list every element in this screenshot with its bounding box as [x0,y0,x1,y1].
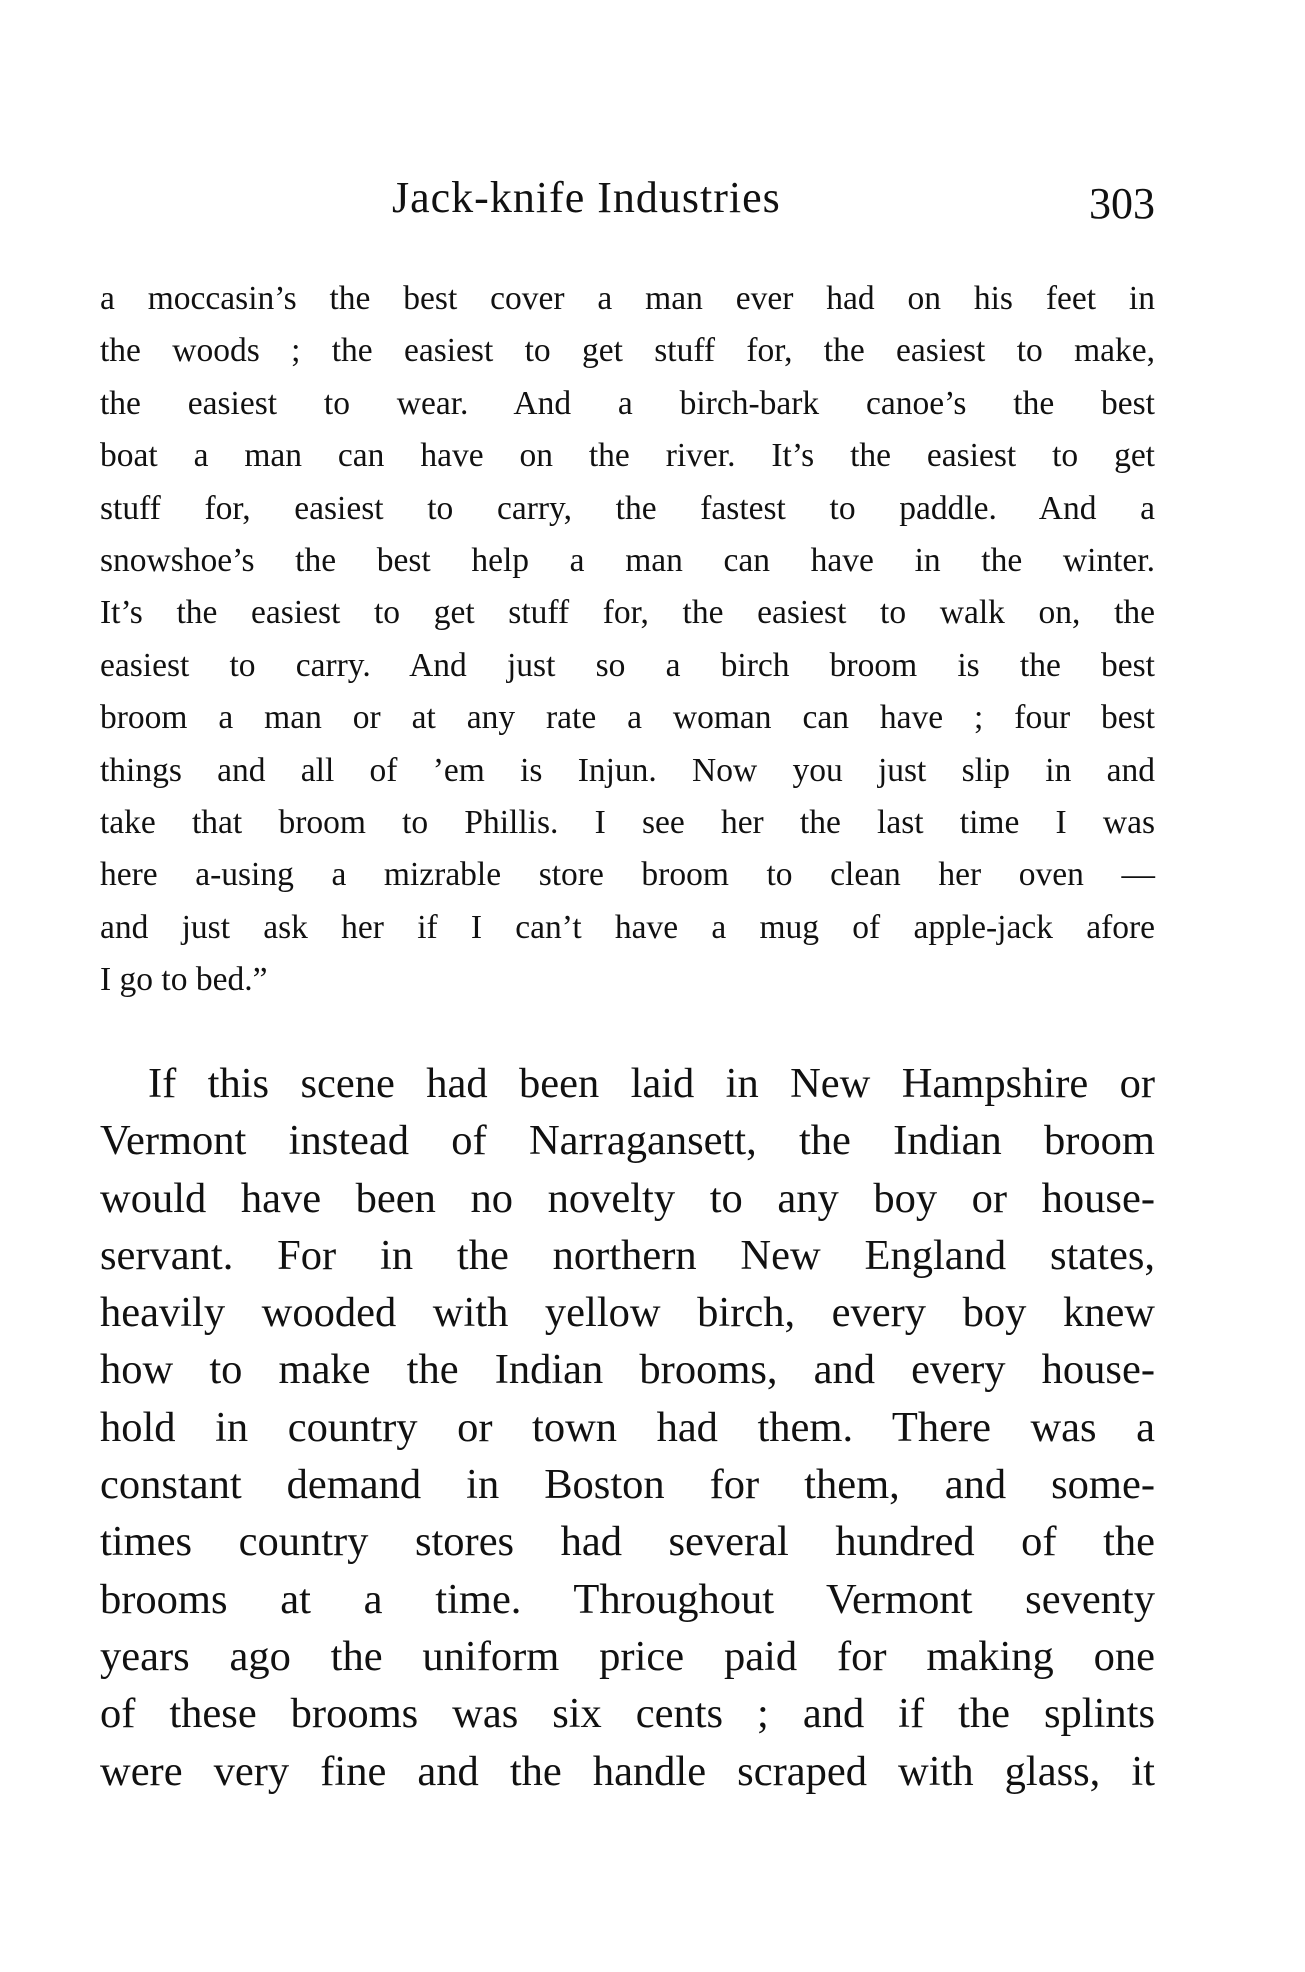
text-line: hold in country or town had them. There was a [100,1403,1155,1451]
text-line: I go to bed.” [100,961,268,999]
text-line: servant. For in the northern New England states, [100,1231,1155,1279]
quote-paragraph [100,273,1155,1006]
text-line: broom a man or at any rate a woman can have ; four best [100,699,1155,737]
text-line: were very fine and the handle scraped with glass, it [100,1747,1155,1795]
text-line: times country stores had several hundred of the [100,1518,1155,1566]
text-line: take that broom to Phillis. I see her the last time I was [100,803,1155,841]
text-line: boat a man can have on the river. It’s the easiest to get [100,437,1155,475]
text-line: heavily wooded with yellow birch, every boy knew [100,1289,1155,1337]
text-line: of these brooms was six cents ; and if the splints [100,1690,1155,1738]
text-line: It’s the easiest to get stuff for, the easiest to walk on, the [100,594,1155,632]
page-number: 303 [1089,179,1155,228]
text-line: things and all of ’em is Injun. Now you just slip in and [100,751,1155,789]
text-line: Vermont instead of Narragansett, the Indian broom [100,1117,1155,1165]
text-line: a moccasin’s the best cover a man ever had on his feet in [100,280,1155,317]
text-line: would have been no novelty to any boy or house- [100,1174,1155,1222]
text-line: If this scene had been laid in New Hampshire or [148,1060,1155,1107]
text-line: here a-using a mizrable store broom to clean her oven — [100,856,1155,894]
text-line: brooms at a time. Throughout Vermont seventy [100,1575,1155,1623]
text-line: constant demand in Boston for them, and some- [100,1461,1155,1509]
running-head [100,172,1155,232]
running-title: Jack-knife Industries [392,173,781,222]
text-line: how to make the Indian brooms, and every house- [100,1346,1155,1394]
text-line: stuff for, easiest to carry, the fastest to paddle. And a [100,489,1155,527]
text-line: the woods ; the easiest to get stuff for, the easiest to make, [100,332,1155,370]
text-line: the easiest to wear. And a birch-bark canoe’s the best [100,384,1155,422]
text-line: years ago the uniform price paid for making one [100,1632,1155,1680]
text-line: snowshoe’s the best help a man can have in the winter. [100,541,1155,579]
body-paragraph [100,1055,1155,1800]
text-line: and just ask her if I can’t have a mug of apple-jack afore [100,908,1155,946]
text-line: easiest to carry. And just so a birch broom is the best [100,646,1155,684]
